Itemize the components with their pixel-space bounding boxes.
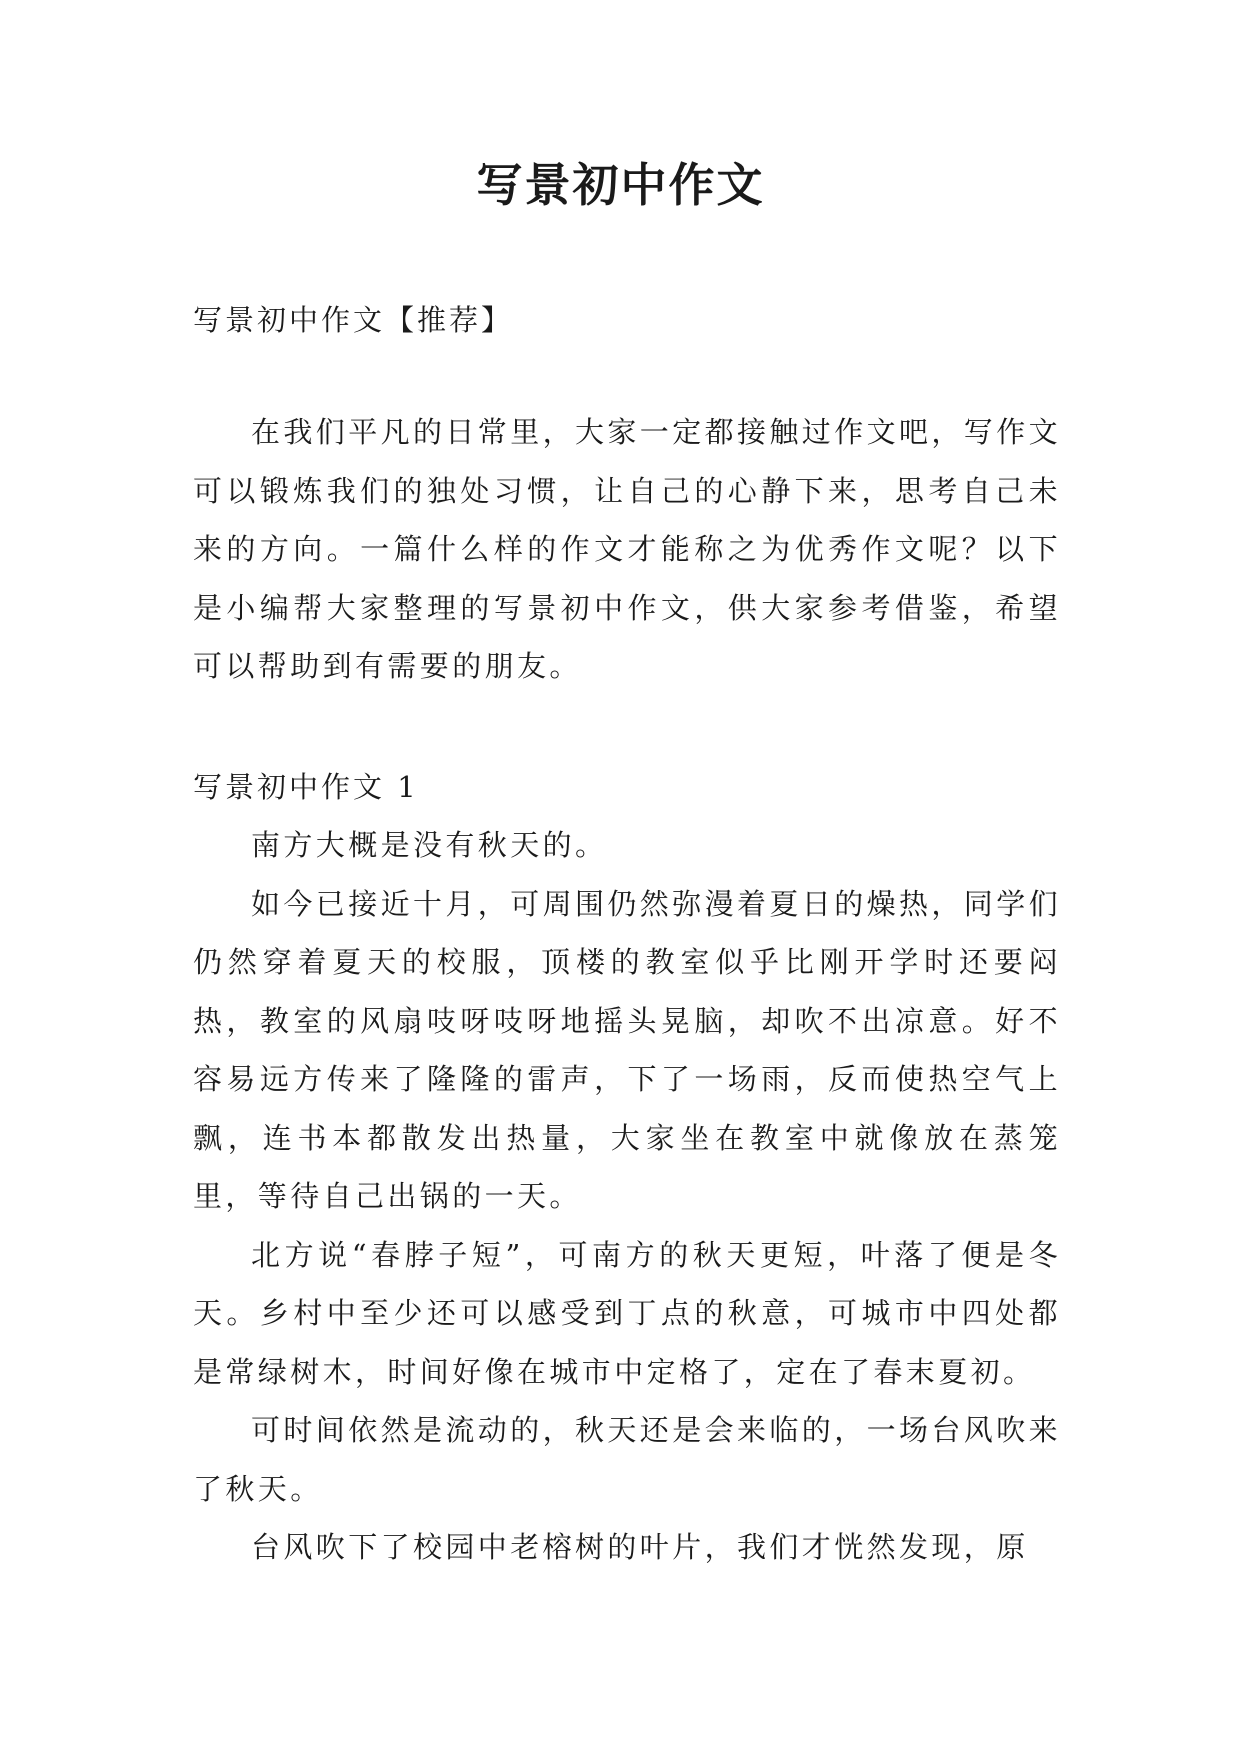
section-heading: 写景初中作文 1 bbox=[193, 769, 419, 804]
document-subtitle: 写景初中作文【推荐】 bbox=[193, 303, 514, 337]
body-paragraph: 北方说“春脖子短”，可南方的秋天更短，叶落了便是冬天。乡村中至少还可以感受到丁点的秋意，可城市中四处都是常绿树木，时间好像在城市中定格了，定在了春末夏初。 bbox=[193, 1237, 1061, 1389]
document-title: 写景初中作文 bbox=[476, 158, 765, 212]
spacer bbox=[193, 696, 1061, 758]
spacer bbox=[193, 350, 1061, 403]
intro-paragraph: 在我们平凡的日常里，大家一定都接触过作文吧，写作文可以锻炼我们的独处习惯，让自己的心静下来，思考自己未来的方向。一篇什么样的作文才能称之为优秀作文呢？以下是小编帮大家整理的写景初中作文，供大家参考借鉴，希望可以帮助到有需要的朋友。 bbox=[193, 415, 1062, 683]
body-paragraph: 南方大概是没有秋天的。 bbox=[251, 828, 608, 862]
body-paragraph: 如今已接近十月，可周围仍然弥漫着夏日的燥热，同学们仍然穿着夏天的校服，顶楼的教室似乎比刚开学时还要闷热，教室的风扇吱呀吱呀地摇头晃脑，却吹不出凉意。好不容易远方传来了隆隆的雷声，下了一场雨，反而使热空气上飘，连书本都散发出热量，大家坐在教室中就像放在蒸笼里，等待自己出锅的一天。 bbox=[193, 886, 1062, 1213]
body-paragraph: 可时间依然是流动的，秋天还是会来临的，一场台风吹来了秋天。 bbox=[193, 1413, 1062, 1506]
body-paragraph: 台风吹下了校园中老榕树的叶片，我们才恍然发现，原 bbox=[251, 1530, 1029, 1564]
document-body bbox=[193, 290, 1061, 1577]
